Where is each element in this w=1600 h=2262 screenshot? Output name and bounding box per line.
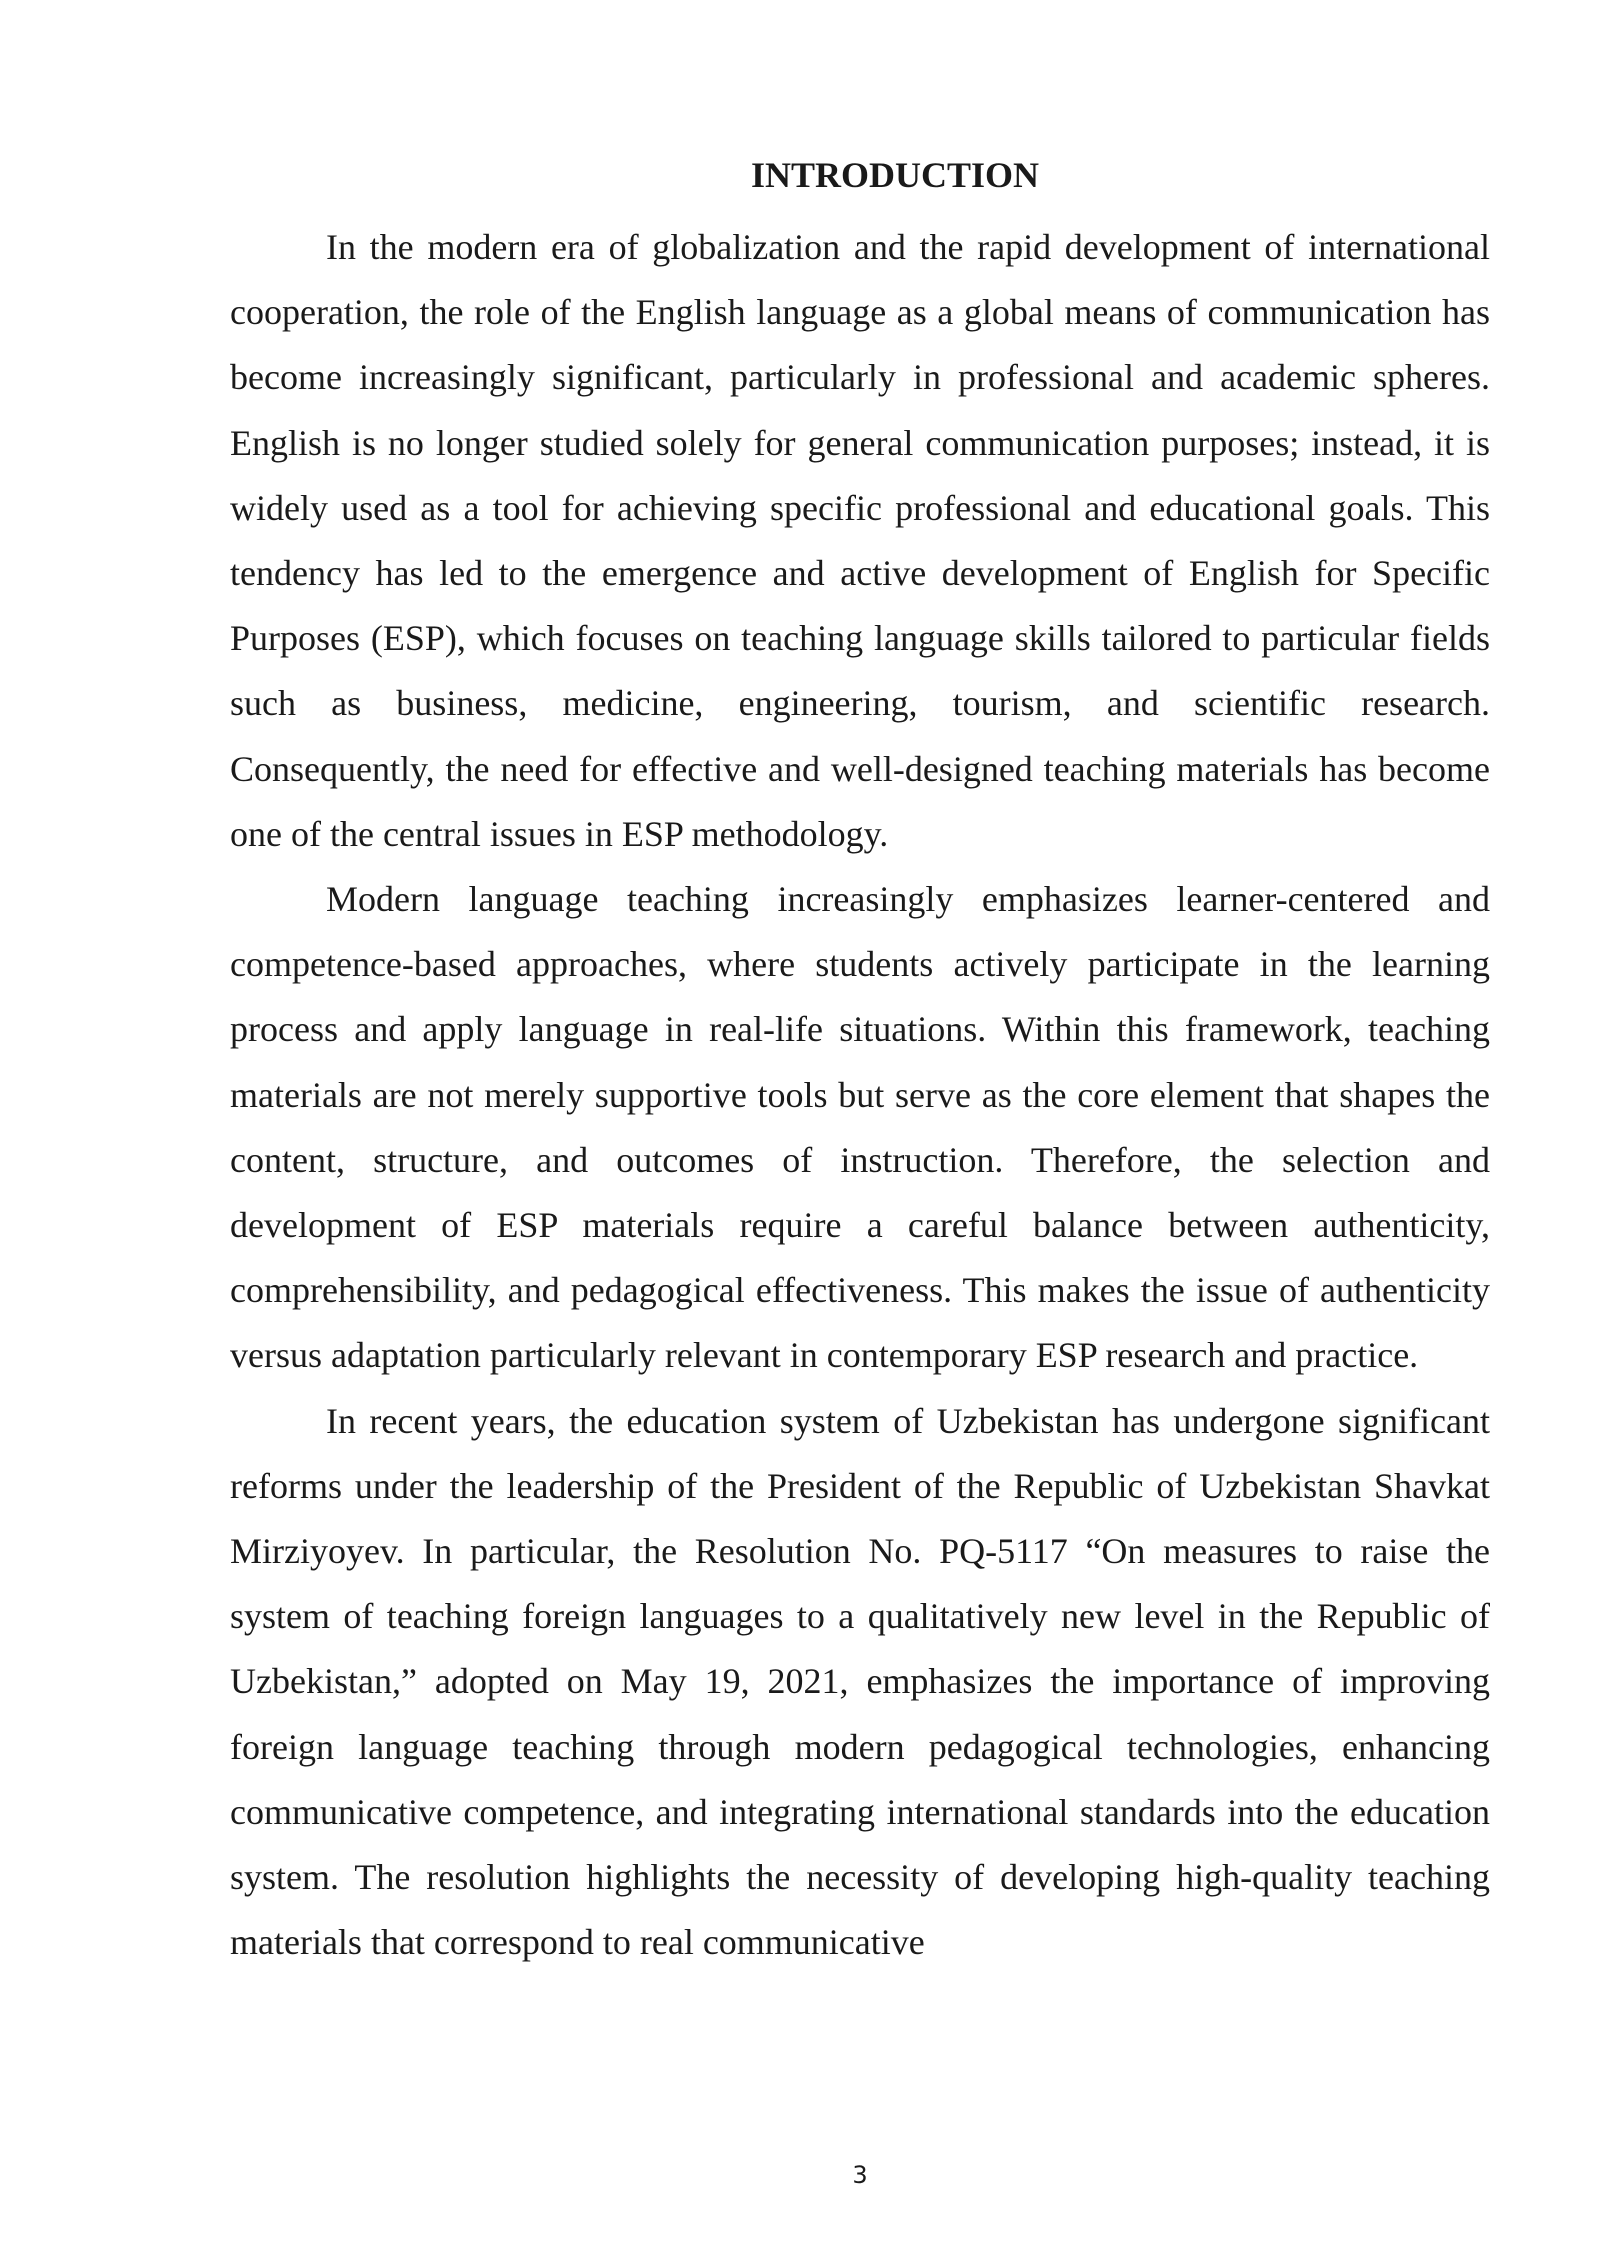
paragraph-1: In the modern era of globalization and the rapid development of international cooperation, the role of the English language as a global means of communication has become increasingly significant, particularly in professional and academic spheres. English is no longer studied solely for general communication purposes; instead, it is widely used as a tool for achieving specific professional and educational goals. This tendency has led to the emergence and active development of English for Specific Purposes (ESP), which focuses on teaching language skills tailored to particular fields such as business, medicine, engineering, tourism, and scientific research. Consequently, the need for effective and well-designed teaching materials has become one of the central issues in ESP methodology. [230, 227, 1490, 854]
section-heading: INTRODUCTION [750, 155, 1040, 195]
body-text [230, 215, 1490, 1975]
paragraph-2: Modern language teaching increasingly emphasizes learner-centered and competence-based approaches, where students actively participate in the learning process and apply language in real-life situations. Within this framework, teaching materials are not merely supportive tools but serve as the core element that shapes the content, structure, and outcomes of instruction. Therefore, the selection and development of ESP materials require a careful balance between authenticity, comprehensibility, and pedagogical effectiveness. This makes the issue of authenticity versus adaptation particularly relevant in contemporary ESP research and practice. [230, 879, 1490, 1376]
paragraph-3: In recent years, the education system of Uzbekistan has undergone significant reforms under the leadership of the President of the Republic of Uzbekistan Shavkat Mirziyoyev. In particular, the Resolution No. PQ-5117 “On measures to raise the system of teaching foreign languages to a qualitatively new level in the Republic of Uzbekistan,” adopted on May 19, 2021, emphasizes the importance of improving foreign language teaching through modern pedagogical technologies, enhancing communicative competence, and integrating international standards into the education system. The resolution highlights the necessity of developing high-quality teaching materials that correspond to real communicative [230, 1400, 1490, 1963]
page-number: 3 [852, 2161, 868, 2189]
